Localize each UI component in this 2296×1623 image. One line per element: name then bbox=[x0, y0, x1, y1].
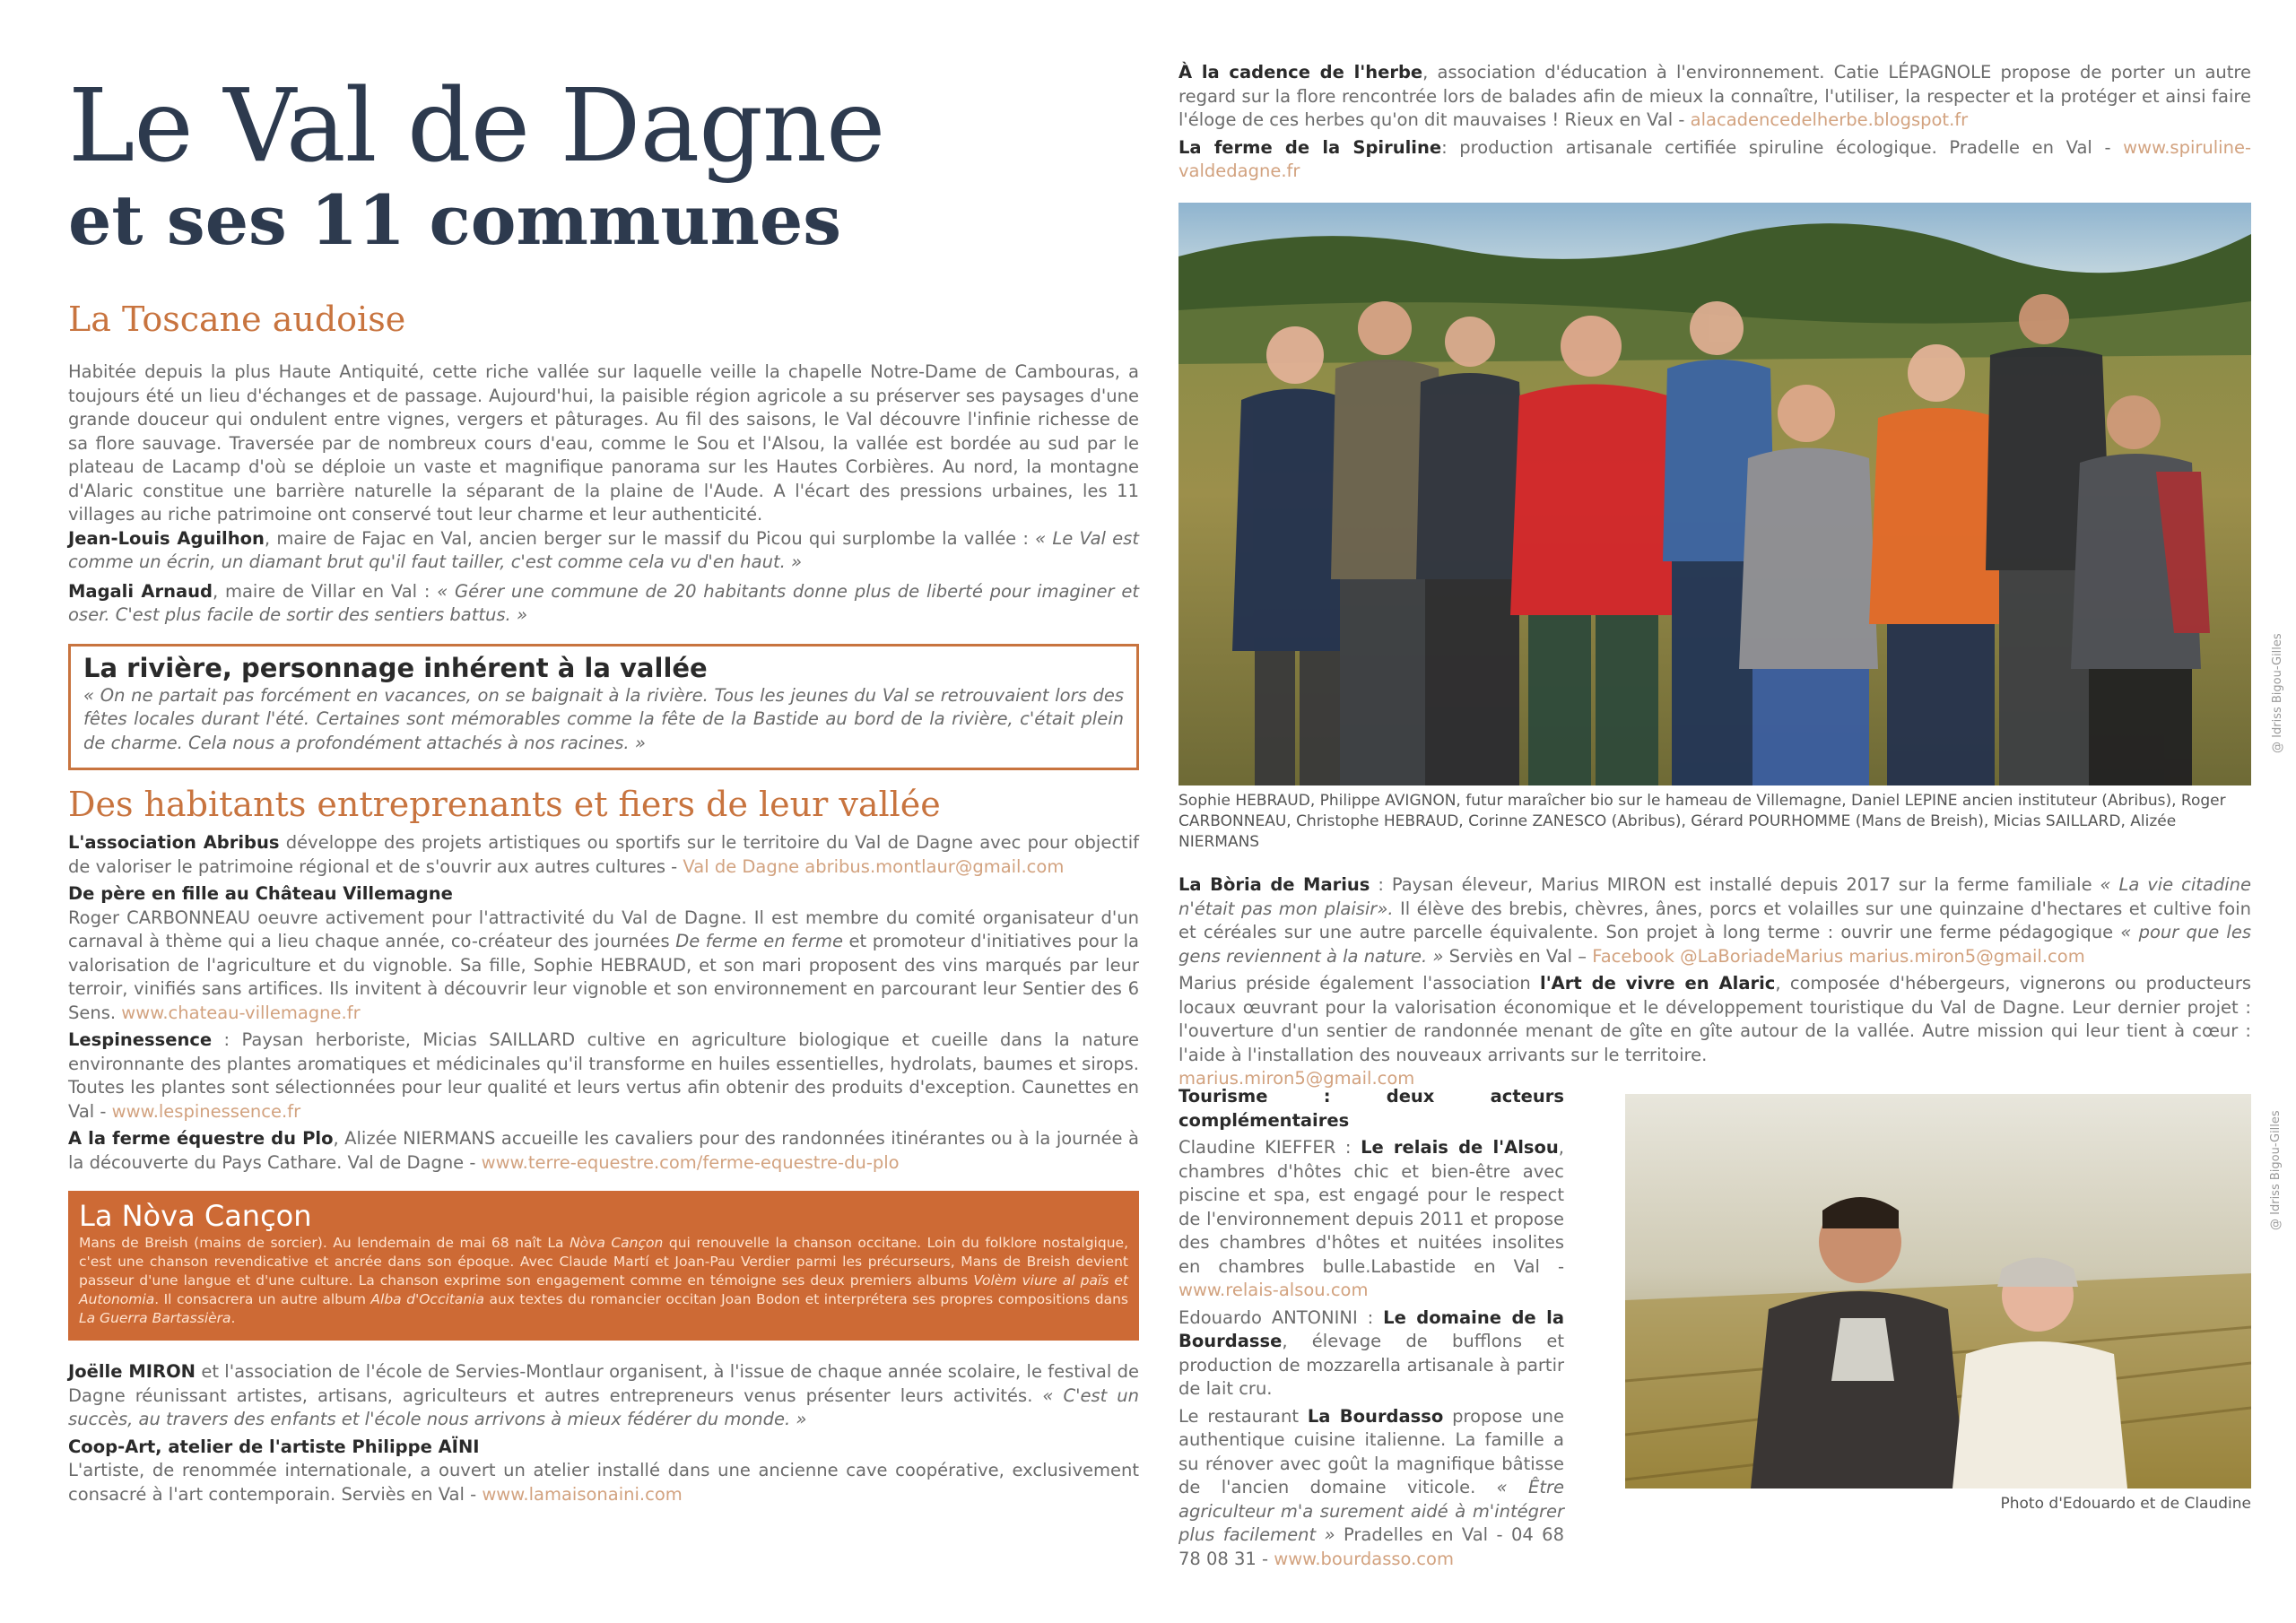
herbe-paragraph bbox=[1178, 61, 2251, 133]
aguilhon-name: Jean-Louis Aguilhon bbox=[68, 527, 265, 549]
photo1-caption: Sophie HEBRAUD, Philippe AVIGNON, futur maraîcher bio sur le hameau de Villemagne, Daniel LEPINE ancien instituteur (Abribus), Roger CARBONNEAU, Christophe HEBRAUD, Corinne ZANESCO (Abribus), Gérard POURHOMME (Mans de Breish), Micias SAILLARD, Alizée NIERMANS bbox=[1178, 792, 2226, 851]
aguilhon-quote: « Le Val est comme un écrin, un diamant brut qu'il faut tailler, c'est comme cela vu d'en haut. » bbox=[68, 527, 1139, 572]
right-lower-text bbox=[1178, 873, 2251, 1091]
couple-photo-image bbox=[1625, 1094, 2251, 1488]
villemagne-paragraph bbox=[68, 907, 1139, 1026]
nova-text2: qui renouvelle la chanson occitane. Loin du folklore nostalgique, c'est une chanson revendicative et ancrée dans son époque. Avec Claude Martí et Joan-Pau Verdier parmi les précurseurs, Mans de Breish devient passeur d'une langue et d'une culture. La chanson exprime son engagement comme en témoigne ses deux premiers albums bbox=[79, 1235, 1128, 1289]
arnaud-paragraph bbox=[68, 580, 1139, 628]
bourdasso-paragraph bbox=[1178, 1405, 1564, 1572]
lespinessence-text: : Paysan herboriste, Micias SAILLARD cultive en agriculture biologique et cueille dans la nature environnante des plantes aromatiques et médicinales qu'il transforme en huiles essentielles, hydrolats, baumes et sirops. Toutes les plantes sont sélectionnées pour leur qualité et leurs vertus afin obtenir des produits d'exception. Caunettes en Val - bbox=[68, 1029, 1139, 1122]
boria-quote2: « pour que les gens reviennent à la nature. » bbox=[1178, 922, 2251, 967]
edouardo-name: Edouardo ANTONINI : bbox=[1178, 1306, 1384, 1328]
boria-link[interactable]: Facebook @LaBoriadeMarius marius.miron5@gmail.com bbox=[1592, 945, 2085, 967]
riviere-heading: La rivière, personnage inhérent à la vallée bbox=[83, 652, 708, 683]
aguilhon-role: , maire de Fajac en Val, ancien berger sur le massif du Picou qui surplombe la vallée : bbox=[264, 527, 1036, 549]
artdevivre-name: l'Art de vivre en Alaric bbox=[1540, 973, 1776, 994]
joelle-name: Joëlle MIRON bbox=[68, 1361, 196, 1382]
artdevivre-link[interactable]: marius.miron5@gmail.com bbox=[1178, 1068, 1415, 1089]
nova-italic1: Nòva Cançon bbox=[570, 1235, 664, 1251]
coopart-paragraph bbox=[68, 1459, 1139, 1506]
left-column bbox=[68, 68, 1139, 1506]
domaine-text: , élevage de bufflons et production de mozzarella artisanale à partir de lait cru. bbox=[1178, 1331, 1564, 1399]
relais-name: Le relais de l'Alsou bbox=[1361, 1137, 1559, 1158]
bourdasso-link[interactable]: www.bourdasso.com bbox=[1274, 1548, 1454, 1569]
artdevivre-paragraph bbox=[1178, 972, 2251, 1067]
abribus-paragraph bbox=[68, 831, 1139, 879]
photo1-caption-block bbox=[1178, 791, 2251, 853]
photo2-caption-block bbox=[1625, 1494, 2251, 1515]
title-part1: Le Val de bbox=[68, 68, 561, 185]
nova-italic4: La Guerra Bartassièra bbox=[79, 1310, 231, 1326]
riviere-quote: « On ne partait pas forcément en vacances, on se baignait à la rivière. Tous les jeunes du Val se retrouvaient lors des fêtes locales durant l'été. Certaines sont mémorables comme la fête de la Bastide au bord de la rivière, c'était plein de charme. Cela nous a profondément attachés à nos racines. » bbox=[83, 684, 1124, 753]
nova-italic2: Volèm viure al païs et Autonomia bbox=[79, 1272, 1128, 1307]
section-habitants-heading: Des habitants entreprenants et fiers de leur vallée bbox=[68, 785, 941, 824]
resto-text2: propose une authentique cuisine italienne. La famille a su rénover avec goût la magnifique bâtisse de l'ancien domaine viticole. bbox=[1178, 1405, 1564, 1497]
section-toscane-heading: La Toscane audoise bbox=[68, 299, 406, 339]
boria-name: La Bòria de Marius bbox=[1178, 874, 1370, 895]
coopart-title bbox=[68, 1436, 1139, 1460]
coopart-text: L'artiste, de renommée internationale, a ouvert un atelier installé dans une ancienne cave coopérative, exclusivement consacré à l'art contemporain. Serviès en Val - bbox=[68, 1460, 1139, 1505]
abribus-link[interactable]: Val de Dagne abribus.montlaur@gmail.com bbox=[683, 855, 1065, 877]
abribus-name: L'association Abribus bbox=[68, 832, 280, 853]
tourisme-heading bbox=[1178, 1085, 1564, 1133]
aguilhon-paragraph bbox=[68, 527, 1139, 575]
right-column bbox=[1178, 61, 2251, 184]
resto-name: La Bourdasso bbox=[1307, 1405, 1444, 1427]
relais-link[interactable]: www.relais-alsou.com bbox=[1178, 1280, 1369, 1300]
herbe-name: À la cadence de l'herbe bbox=[1178, 62, 1423, 82]
resto-text1: Le restaurant bbox=[1178, 1405, 1308, 1427]
boria-quote1: « La vie citadine n'était pas mon plaisir». bbox=[1178, 874, 2251, 919]
nova-text1: Mans de Breish (mains de sorcier). Au lendemain de mai 68 naît La bbox=[79, 1235, 570, 1251]
nova-text5: . bbox=[230, 1310, 236, 1326]
artdevivre-text2: , composée d'hébergeurs, vignerons ou producteurs locaux œuvrant pour la valorisation économique et le développement touristique du Val de Dagne. Leur dernier projet : l'ouverture d'un sentier de randonnée menant de gîte en gîte autour de la vallée. Autre mission qui leur tient à cœur : l'aide à l'installation des nouveaux arrivants sur le territoire. bbox=[1178, 973, 2251, 1065]
toscane-intro: Habitée depuis la plus Haute Antiquité, cette riche vallée sur laquelle veille la chapelle Notre-Dame de Cambouras, a toujours été un lieu d'échanges et de passage. Aujourd'hui, la paisible région agricole a su préserver ses paysages d'une grande douceur qui ondulent entre vignes, vergers et pâturages. Au fil des saisons, le Val découvre l'infinie richesse de sa flore sauvage. Traversée par de nombreux cours d'eau, comme le Sou et l'Alsou, la vallée est bordée au sud par le plateau de Lacamp d'où se déploie un vaste et magnifique panorama sur les Hautes Corbières. Au nord, la montagne d'Alaric constitue une barrière naturelle la séparant de la plaine de l'Aude. A l'écart des pressions urbaines, les 11 villages au riche patrimoine ont conservé tout leur charme et leur authenticité. bbox=[68, 361, 1139, 525]
nova-text4: aux textes du romancier occitan Joan Bodon et interprétera ses propres compositions dans bbox=[483, 1291, 1128, 1307]
couple-photo bbox=[1625, 1094, 2251, 1488]
group-photo-image bbox=[1178, 203, 2251, 785]
coopart-link[interactable]: www.lamaisonaini.com bbox=[482, 1483, 683, 1505]
coopart-title-text: Coop-Art, atelier de l'artiste Philippe AÏNI bbox=[68, 1436, 480, 1457]
group-photo bbox=[1178, 203, 2251, 785]
boria-text2: Il élève des brebis, chèvres, ânes, porcs et volailles sur une quinzaine d'hectares et cultive foin et céréales sur une autre parcelle équivalente. Son projet à long terme : ouvrir une ferme pédagogique bbox=[1178, 898, 2251, 942]
tourisme-heading-text: Tourisme : deux acteurs complémentaires bbox=[1178, 1086, 1564, 1131]
villemagne-link[interactable]: www.chateau-villemagne.fr bbox=[121, 1002, 361, 1023]
boria-text3: Serviès en Val – bbox=[1443, 945, 1593, 967]
lespinessence-name: Lespinessence bbox=[68, 1029, 213, 1050]
relais-text: , chambres d'hôtes chic et bien-être avec piscine et spa, est engagé pour le respect de l'environnement depuis 2011 et propose des chambres d'hôtes et nuitées insolites en chambres bulle.Labastide en Val - bbox=[1178, 1137, 1564, 1277]
arnaud-role: , maire de Villar en Val : bbox=[213, 580, 438, 602]
domaine-name: Le domaine de la Bourdasse bbox=[1178, 1306, 1564, 1351]
nova-italic3: Alba d'Occitania bbox=[370, 1291, 484, 1307]
page-title bbox=[68, 68, 1139, 185]
lespinessence-paragraph bbox=[68, 1028, 1139, 1124]
lespinessence-link[interactable]: www.lespinessence.fr bbox=[111, 1100, 301, 1122]
joelle-paragraph bbox=[68, 1360, 1139, 1432]
villemagne-italic: De ferme en ferme bbox=[675, 931, 843, 951]
claudine-name: Claudine KIEFFER : bbox=[1178, 1137, 1361, 1158]
herbe-text: , association d'éducation à l'environnement. Catie LÉPAGNOLE propose de porter un autre regard sur la flore rencontrée lors de balades afin de mieux la connaître, l'utiliser, la respecter et la protéger et ainsi faire l'éloge de ces herbes qu'on dit mauvaises ! Rieux en Val - bbox=[1178, 62, 2251, 130]
arnaud-name: Magali Arnaud bbox=[68, 580, 213, 602]
boria-paragraph bbox=[1178, 873, 2251, 968]
title-part2: Dagne bbox=[560, 68, 885, 185]
nova-text3: . Il consacrera un autre album bbox=[154, 1291, 371, 1307]
plo-paragraph bbox=[68, 1127, 1139, 1175]
plo-name: A la ferme équestre du Plo bbox=[68, 1128, 334, 1149]
villemagne-text1: Roger CARBONNEAU oeuvre activement pour l'attractivité du Val de Dagne. Il est membre du comité organisateur d'un carnaval à thème qui a lieu chaque année, co-créateur des journées bbox=[68, 907, 1139, 951]
plo-link[interactable]: www.terre-equestre.com/ferme-equestre-du-plo bbox=[481, 1151, 900, 1173]
plo-text: , Alizée NIERMANS accueille les cavaliers pour des randonnées itinérantes ou à la journée à la découverte du Pays Cathare. Val de Dagne - bbox=[68, 1128, 1139, 1173]
villemagne-text2: et promoteur d'initiatives pour la valorisation de l'agriculture et du vignoble. Sa fille, Sophie HEBRAUD, et son mari proposent des vins marqués par leur terroir, vinifiés sans artifices. Ils invitent à découvrir leur vignoble et son environnement en parcourant leur Sentier des 6 Sens. bbox=[68, 931, 1139, 1023]
bourdasso-quote: « Être agriculteur m'a surement aidé à m'intégrer plus facilement » bbox=[1178, 1477, 1564, 1545]
nova-text bbox=[79, 1234, 1128, 1328]
arnaud-quote: « Gérer une commune de 20 habitants donne plus de liberté pour imaginer et oser. C'est plus facile de sortir des sentiers battus. » bbox=[68, 580, 1139, 625]
abribus-text: développe des projets artistiques ou sportifs sur le territoire du Val de Dagne avec pour objectif de valoriser le patrimoine régional et de s'ouvrir aux autres cultures - bbox=[68, 832, 1139, 877]
joelle-quote: « C'est un succès, au travers des enfants et l'école nous arrivons à mieux fédérer du monde. » bbox=[68, 1384, 1139, 1429]
joelle-text: et l'association de l'école de Servies-Montlaur organisent, à l'issue de chaque année scolaire, le festival de Dagne réunissant artistes, artisans, agriculteurs et autres entrepreneurs venus présenter leurs activités. bbox=[68, 1361, 1139, 1406]
photo1-credit: @ Idriss Bigou-Gilles bbox=[2271, 633, 2284, 753]
villemagne-title bbox=[68, 882, 1139, 907]
spiruline-link[interactable]: www.spiruline-valdedagne.fr bbox=[1178, 136, 2251, 181]
spiruline-name: La ferme de la Spiruline bbox=[1178, 136, 1442, 158]
riviere-box bbox=[68, 644, 1139, 771]
bourdasso-contact: Pradelles en Val - 04 68 78 08 31 - bbox=[1178, 1524, 1564, 1569]
boria-text1: : Paysan éleveur, Marius MIRON est installé depuis 2017 sur la ferme familiale bbox=[1370, 874, 2100, 895]
photo2-caption: Photo d'Edouardo et de Claudine bbox=[2000, 1495, 2251, 1513]
villemagne-title-text: De père en fille au Château Villemagne bbox=[68, 883, 453, 904]
relais-paragraph bbox=[1178, 1136, 1564, 1303]
spiruline-text: : production artisanale certifiée spiruline écologique. Pradelle en Val - bbox=[1441, 136, 2124, 158]
tourisme-block bbox=[1178, 1085, 1564, 1571]
domaine-paragraph bbox=[1178, 1306, 1564, 1402]
page-subtitle: et ses 11 communes bbox=[68, 180, 841, 260]
artdevivre-text1: Marius préside également l'association bbox=[1178, 973, 1541, 994]
spiruline-paragraph bbox=[1178, 136, 2251, 184]
nova-cancon-box bbox=[68, 1191, 1139, 1341]
nova-heading: La Nòva Cançon bbox=[79, 1199, 312, 1233]
photo2-credit: @ Idriss Bigou-Gilles bbox=[2269, 1110, 2283, 1230]
herbe-link[interactable]: alacadencedelherbe.blogspot.fr bbox=[1690, 109, 1969, 130]
